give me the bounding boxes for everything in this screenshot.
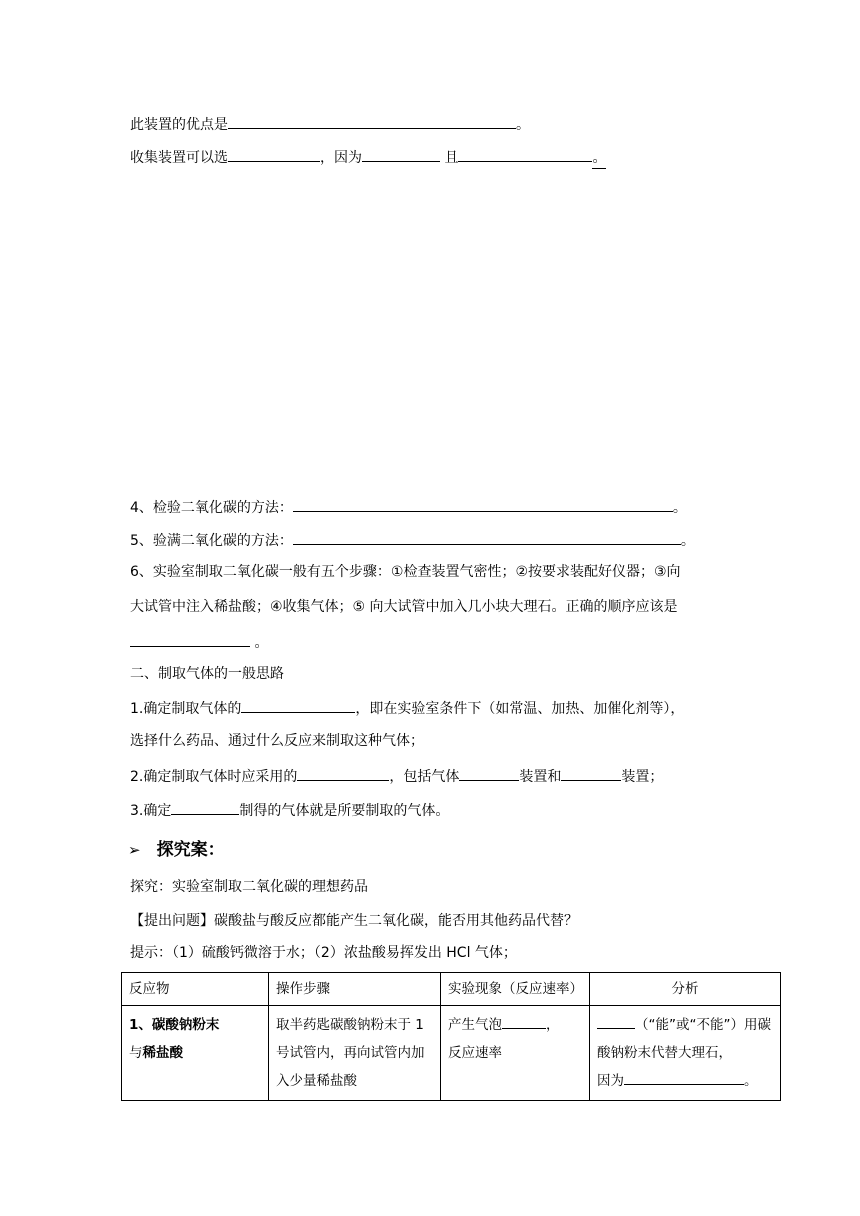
explore-heading: ➢ 探究案： (128, 840, 225, 860)
item2-blank2[interactable] (459, 765, 519, 781)
table-row (122, 1006, 781, 1101)
collect-reason2-blank[interactable] (458, 146, 592, 162)
cell-steps: 取半药匙碳酸钠粉末于 1 号试管内，再向试管内加入少量稀盐酸 (269, 1006, 441, 1101)
cell-phenomenon: 产生气泡 ， 反应速率 (441, 1006, 590, 1101)
advantage-blank[interactable] (228, 113, 516, 129)
section2-item1: 1.确定制取气体的 ，即在实验室条件下（如常温、加热、加催化剂等）， (130, 697, 684, 719)
cell-analysis: （“能”或“不能”）用碳酸钠粉末代替大理石， 因为 。 (590, 1006, 781, 1101)
header-reactant: 反应物 (122, 973, 269, 1006)
table-header-row (122, 973, 781, 1006)
collect-end: 。 (592, 148, 606, 169)
q6-blank[interactable] (130, 631, 250, 647)
section2-title: 二、制取气体的一般思路 (130, 666, 284, 682)
collect-device-blank[interactable] (228, 146, 320, 162)
question-4: 4、检验二氧化碳的方法： 。 (130, 496, 687, 518)
header-phenomenon: 实验现象（反应速率） (441, 973, 590, 1006)
analysis-choice-blank[interactable] (597, 1013, 635, 1029)
question-5: 5、验满二氧化碳的方法： 。 (130, 529, 695, 551)
section2-item3: 3.确定 制得的气体就是所要制取的气体。 (130, 799, 449, 821)
item3-blank[interactable] (171, 799, 239, 815)
item2-blank1[interactable] (297, 765, 389, 781)
advantage-text: 此装置的优点是 (130, 117, 228, 133)
item2-blank3[interactable] (561, 765, 621, 781)
explore-question: 【提出问题】碳酸盐与酸反应都能产生二氧化碳，能否用其他药品代替？ (130, 913, 578, 929)
analysis-reason-blank[interactable] (624, 1069, 744, 1085)
q5-blank[interactable] (293, 529, 681, 545)
arrow-bullet-icon: ➢ (128, 841, 141, 859)
q4-blank[interactable] (293, 496, 673, 512)
question-6-answer: 。 (130, 631, 268, 653)
collect-line: 收集装置可以选 ，因为 且 。 (130, 146, 606, 169)
question-6-line2: 大试管中注入稀盐酸；④收集气体；⑤ 向大试管中加入几小块大理石。正确的顺序应该是 (130, 599, 678, 615)
explore-topic: 探究：实验室制取二氧化碳的理想药品 (130, 879, 368, 895)
item1-blank[interactable] (241, 697, 355, 713)
experiment-table (121, 972, 781, 1101)
cell-reactant: 1、碳酸钠粉末 与稀盐酸 (122, 1006, 269, 1101)
section2-item2: 2.确定制取气体时应采用的 ，包括气体 装置和 装置； (130, 765, 663, 787)
phenomenon-blank[interactable] (502, 1013, 546, 1029)
question-6-line1: 6、实验室制取二氧化碳一般有五个步骤：①检查装置气密性；②按要求装配好仪器；③向 (130, 564, 681, 580)
section2-item1-line2: 选择什么药品、通过什么反应来制取这种气体； (130, 733, 424, 749)
collect-reason-blank[interactable] (362, 146, 440, 162)
header-analysis: 分析 (590, 973, 781, 1006)
collect-prefix: 收集装置可以选 (130, 150, 228, 166)
explore-hint: 提示：（1）硫酸钙微溶于水；（2）浓盐酸易挥发出 HCl 气体； (130, 945, 517, 961)
advantage-line: 此装置的优点是 。 (130, 113, 530, 135)
header-steps: 操作步骤 (269, 973, 441, 1006)
